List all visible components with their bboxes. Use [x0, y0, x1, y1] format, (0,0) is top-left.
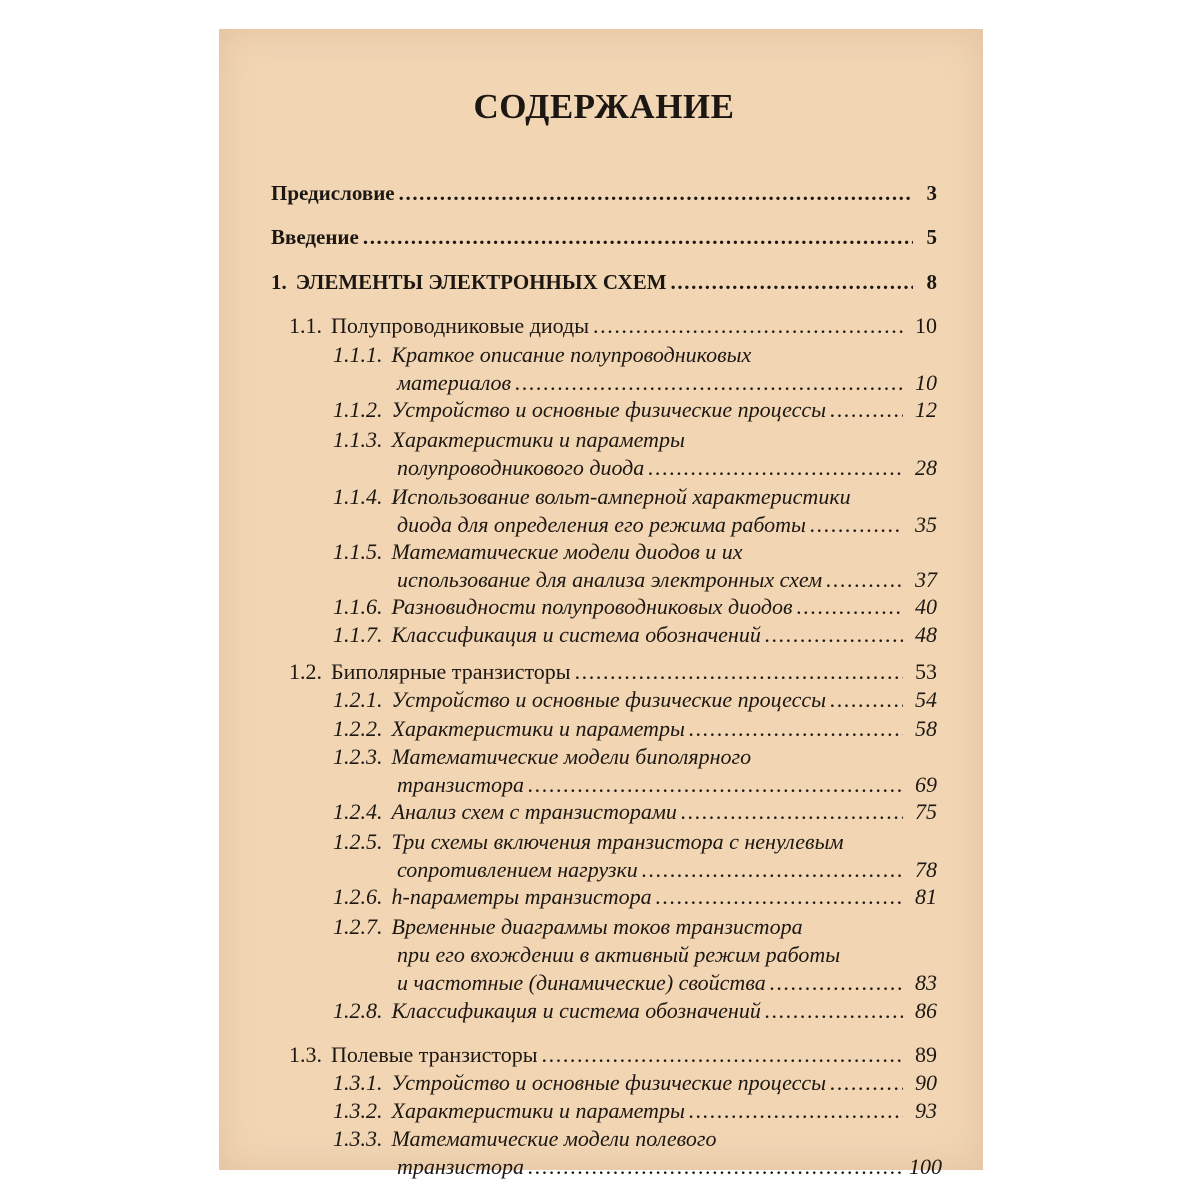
toc-entry-line [271, 179, 937, 207]
toc-entry-line [271, 483, 937, 511]
toc-entry-text: Математические модели диодов и их [391, 539, 743, 564]
toc-entry-text: Анализ схем с транзисторами [391, 799, 677, 824]
toc-page-number: 8 [926, 270, 937, 294]
toc-entry-text: ЭЛЕМЕНТЫ ЭЛЕКТРОННЫХ СХЕМ [295, 270, 667, 294]
toc-entry [271, 743, 937, 799]
toc-entry-text: и частотные (динамические) свойства [397, 970, 766, 995]
toc-entry-number: 1.3.2. [333, 1098, 383, 1123]
toc-entry [271, 883, 937, 911]
toc-entry-number: 1.3. [289, 1042, 322, 1067]
toc-entry-text: h-параметры транзистора [391, 884, 652, 909]
toc-entry [271, 483, 937, 539]
toc-page-number: 37 [915, 567, 937, 592]
toc-entry-number: 1.2.5. [333, 829, 383, 854]
toc-entry-line [271, 1125, 937, 1153]
toc-entry-line [271, 312, 937, 340]
toc-page-number: 90 [915, 1070, 937, 1095]
toc-entry-number: 1.2.4. [333, 799, 383, 824]
toc-page-number: 5 [926, 225, 937, 249]
dot-leader [642, 856, 903, 884]
dot-leader [593, 312, 903, 340]
toc-entry [271, 1041, 937, 1069]
toc-page-number: 35 [915, 512, 937, 537]
dot-leader [830, 1069, 903, 1097]
toc-entry-line [271, 268, 937, 296]
toc-page-number: 83 [915, 970, 937, 995]
toc-entry-number: 1.2.6. [333, 884, 383, 909]
dot-leader [681, 798, 903, 826]
toc-entry-line [271, 593, 937, 621]
dot-leader [528, 1153, 903, 1181]
toc-entry-line [271, 341, 937, 369]
toc-entry-line [271, 538, 937, 566]
toc-entry-text: Три схемы включения транзистора с ненулевым [391, 829, 844, 854]
toc-page-number: 12 [915, 397, 937, 422]
toc-entry [271, 179, 937, 207]
toc-entry [271, 426, 937, 482]
toc-page-number: 3 [926, 181, 937, 205]
toc-entry-line [271, 1041, 937, 1069]
toc-page-number: 69 [915, 772, 937, 797]
toc-entry [271, 1125, 942, 1181]
toc-entry-number: 1.1.4. [333, 484, 383, 509]
toc-entry-text: Устройство и основные физические процессы [391, 397, 827, 422]
toc-entry-line [271, 369, 937, 397]
toc-page-number: 78 [915, 857, 937, 882]
toc-entry-number: 1.1.2. [333, 397, 383, 422]
toc-entry-text: Использование вольт-амперной характеристики [391, 484, 851, 509]
toc-page-number: 10 [915, 370, 937, 395]
toc-page-number: 53 [915, 659, 937, 684]
toc-entry-line [271, 913, 937, 941]
toc-page-number: 10 [915, 313, 937, 338]
toc-entry [271, 715, 937, 743]
toc-entry-line [271, 223, 937, 251]
toc-entry-text: Устройство и основные физические процессы [391, 687, 827, 712]
dot-leader [575, 658, 903, 686]
toc-entry-line [271, 883, 937, 911]
toc-page-number: 58 [915, 716, 937, 741]
dot-leader [810, 511, 903, 539]
toc-entry-line [271, 856, 937, 884]
toc-entry [271, 798, 937, 826]
toc-entry-number: 1.2. [289, 659, 322, 684]
toc-entry-text: транзистора [397, 1154, 525, 1179]
toc-entry-number: 1.1.6. [333, 594, 383, 619]
toc-page-number: 89 [915, 1042, 937, 1067]
toc-entry-number: 1.1. [289, 313, 322, 338]
toc-entry-line [271, 743, 937, 771]
toc-entry-line [271, 621, 937, 649]
toc-page-number: 54 [915, 687, 937, 712]
toc-entry [271, 913, 937, 997]
toc-entry-number: 1.2.8. [333, 998, 383, 1023]
toc-entry [271, 593, 937, 621]
toc-entry-text: Математические модели биполярного [391, 744, 752, 769]
dot-leader [363, 223, 913, 251]
toc-entry-text: Классификация и система обозначений [391, 622, 761, 647]
toc-entry [271, 1069, 937, 1097]
toc-entry-line [271, 1153, 942, 1181]
dot-leader [765, 621, 903, 649]
toc-entry-line [271, 771, 937, 799]
toc-entry-line [271, 969, 937, 997]
toc-entry-text: Характеристики и параметры [391, 427, 685, 452]
toc-entry-text: при его вхождении в активный режим работы [397, 942, 841, 967]
dot-leader [770, 969, 903, 997]
toc-entry-line [271, 396, 937, 424]
toc-entry-line [271, 511, 937, 539]
toc-entry-line [271, 658, 937, 686]
toc-entry-text: Введение [271, 225, 359, 249]
toc-entry-number: 1.3.1. [333, 1070, 383, 1095]
toc-entry-text: Биполярные транзисторы [331, 659, 571, 684]
toc-entry-line [271, 1069, 937, 1097]
toc-page-number: 48 [915, 622, 937, 647]
toc-entry [271, 1097, 937, 1125]
toc-entry-text: диода для определения его режима работы [397, 512, 806, 537]
toc-entry-text: сопротивлением нагрузки [397, 857, 638, 882]
toc-page-number: 93 [915, 1098, 937, 1123]
dot-leader [826, 566, 903, 594]
toc-page-number: 28 [915, 455, 937, 480]
toc-entry-text: Полевые транзисторы [331, 1042, 538, 1067]
toc-entry-number: 1.1.1. [333, 342, 383, 367]
toc-entry-line [271, 941, 937, 969]
page-title: СОДЕРЖАНИЕ [473, 87, 735, 126]
toc-entry-line [271, 997, 937, 1025]
toc-entry-text: Характеристики и параметры [391, 1098, 685, 1123]
toc-entry-number: 1. [271, 270, 287, 294]
dot-leader [542, 1041, 903, 1069]
toc-entry-line [271, 828, 937, 856]
toc-entry-text: полупроводникового диода [397, 455, 645, 480]
toc-entry-line [271, 715, 937, 743]
toc-entry-number: 1.1.7. [333, 622, 383, 647]
toc-page-number: 75 [915, 799, 937, 824]
book-page [219, 29, 983, 1179]
toc-content [271, 29, 942, 1179]
toc-page-number: 40 [915, 594, 937, 619]
toc-entry-text: Краткое описание полупроводниковых [391, 342, 752, 367]
toc-entry [271, 686, 937, 714]
toc-entry [271, 341, 937, 397]
toc-entry-text: Математические модели полевого [391, 1126, 717, 1151]
toc-entry-text: Предисловие [271, 181, 395, 205]
dot-leader [765, 997, 903, 1025]
dot-leader [797, 593, 903, 621]
toc-entry [271, 658, 937, 686]
toc-entry-line [271, 566, 937, 594]
toc-entry [271, 396, 937, 424]
dot-leader [399, 179, 913, 207]
toc-entry-text: Разновидности полупроводниковых диодов [391, 594, 793, 619]
toc-page-number: 86 [915, 998, 937, 1023]
toc-entry-number: 1.1.5. [333, 539, 383, 564]
toc-entry-number: 1.2.7. [333, 914, 383, 939]
dot-leader [656, 883, 903, 911]
dot-leader [671, 268, 913, 296]
toc-entry-text: Временные диаграммы токов транзистора [391, 914, 803, 939]
toc-entry [271, 538, 937, 594]
toc-entry [271, 223, 937, 251]
toc-entry-text: Полупроводниковые диоды [331, 313, 590, 338]
toc-entry-number: 1.2.3. [333, 744, 383, 769]
toc-entry-text: транзистора [397, 772, 525, 797]
toc-entry-text: Устройство и основные физические процессы [391, 1070, 827, 1095]
toc-entry-number: 1.1.3. [333, 427, 383, 452]
dot-leader [515, 369, 903, 397]
toc-entry [271, 312, 937, 340]
toc-entry-number: 1.2.2. [333, 716, 383, 741]
toc-entry-text: использование для анализа электронных схем [397, 567, 823, 592]
toc-entry-text: Классификация и система обозначений [391, 998, 761, 1023]
toc-entry-number: 1.2.1. [333, 687, 383, 712]
toc-entry-text: Характеристики и параметры [391, 716, 685, 741]
toc-page-number: 100 [909, 1154, 942, 1179]
toc-entry [271, 621, 937, 649]
toc-page-number: 81 [915, 884, 937, 909]
dot-leader [648, 454, 903, 482]
toc-entry [271, 268, 937, 296]
dot-leader [830, 396, 903, 424]
toc-entry [271, 997, 937, 1025]
dot-leader [689, 1097, 903, 1125]
toc-entry-line [271, 798, 937, 826]
toc-entry-line [271, 1097, 937, 1125]
dot-leader [528, 771, 903, 799]
dot-leader [830, 686, 903, 714]
dot-leader [689, 715, 903, 743]
toc-entry-line [271, 426, 937, 454]
toc-entry-line [271, 686, 937, 714]
toc-entry-text: материалов [397, 370, 512, 395]
toc-entry-line [271, 454, 937, 482]
toc-entry [271, 828, 937, 884]
toc-entry-number: 1.3.3. [333, 1126, 383, 1151]
